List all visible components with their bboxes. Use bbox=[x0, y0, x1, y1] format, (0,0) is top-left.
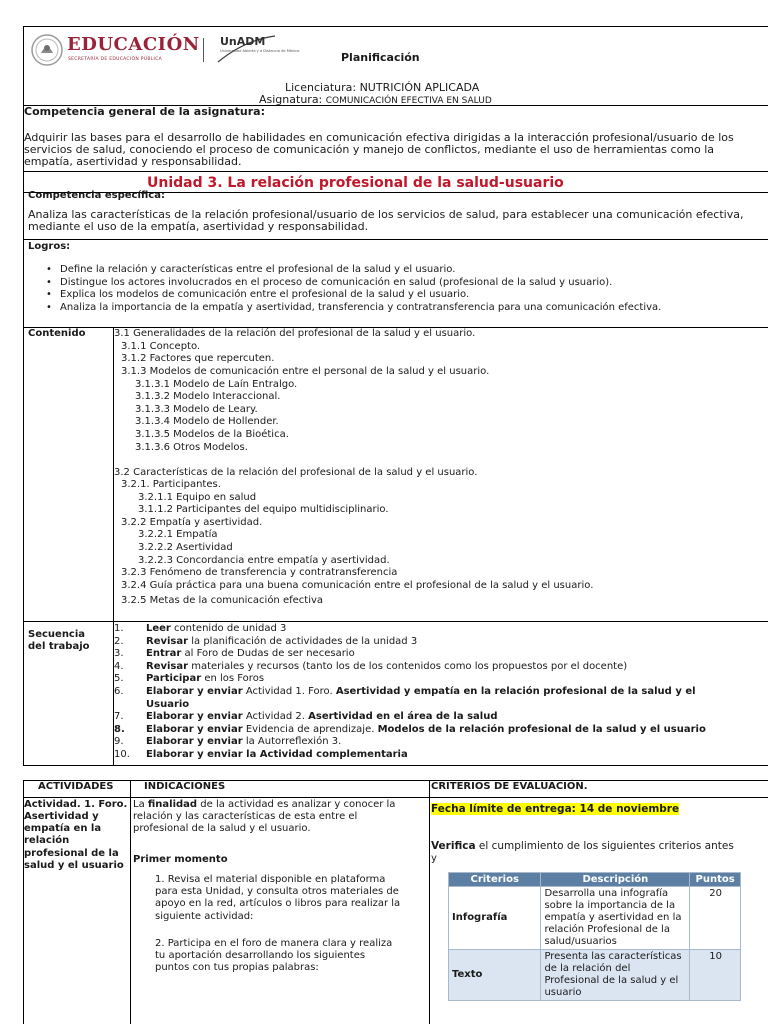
contenido-line: 3.2.4 Guía práctica para una buena comunicación entre el profesional de la salud y el usuario. bbox=[121, 580, 594, 591]
verifica-line: Verifica el cumplimiento de los siguientes criterios antes bbox=[431, 840, 734, 852]
secuencia-divider bbox=[23, 621, 768, 622]
indicaciones-step1-line: para esta Unidad, y consulta otros materiales de bbox=[155, 886, 399, 897]
contenido-line: 3.1.3.6 Otros Modelos. bbox=[135, 442, 248, 453]
actividades-header: ACTIVIDADES bbox=[38, 781, 114, 792]
asignatura-value: COMUNICACIÓN EFECTIVA EN SALUD bbox=[325, 96, 492, 106]
contenido-line: 3.2.2.2 Asertividad bbox=[138, 542, 233, 553]
competencia-especifica-line-2: mediante el uso de la empatía, asertividad y responsabilidad. bbox=[28, 220, 369, 233]
indicaciones-intro-line-3: profesional de la salud y el usuario. bbox=[133, 823, 311, 834]
educacion-subtitle: SECRETARÍA DE EDUCACIÓN PÚBLICA bbox=[68, 57, 162, 62]
contenido-line: 3.1.1.2 Participantes del equipo multidisciplinario. bbox=[138, 504, 389, 515]
contenido-line: 3.1.3.3 Modelo de Leary. bbox=[135, 404, 258, 415]
competencia-general-heading: Competencia general de la asignatura: bbox=[24, 105, 265, 118]
actividad-name-line: Actividad. 1. Foro. bbox=[24, 799, 128, 810]
actividad-name-line: salud y el usuario bbox=[24, 860, 124, 871]
page-title: Planificación bbox=[341, 51, 420, 64]
logro-item: • Define la relación y características entre el profesional de la salud y el usuario. bbox=[24, 264, 661, 277]
contenido-line: 3.1.3.2 Modelo Interaccional. bbox=[135, 391, 281, 402]
contenido-line: 3.1.3 Modelos de comunicación entre el personal de la salud y el usuario. bbox=[121, 366, 490, 377]
indicaciones-step1-line: apoyo en la red, artículos o libros para realizar la bbox=[155, 898, 401, 909]
descripcion-cell: Presenta las características de la relación del Profesional de la salud y el usuario bbox=[541, 950, 690, 1001]
contenido-label: Contenido bbox=[28, 328, 86, 339]
asignatura-line bbox=[259, 94, 492, 107]
logros-heading: Logros: bbox=[28, 241, 71, 252]
contenido-line: 3.2.1.1 Equipo en salud bbox=[138, 492, 257, 503]
table-row bbox=[449, 887, 741, 950]
logro-item: • Analiza la importancia de la empatía y asertividad, transferencia y contratransferencia para una comunicación efectiva. bbox=[24, 302, 661, 315]
criterios-table bbox=[448, 872, 741, 1001]
contenido-line: 3.2.1. Participantes. bbox=[121, 479, 221, 490]
indicaciones-step2-line: puntos con tus propias palabras: bbox=[155, 962, 319, 973]
logro-item: • Explica los modelos de comunicación entre el profesional de la salud y el usuario. bbox=[24, 289, 661, 302]
puntos-cell: 10 bbox=[690, 950, 741, 1001]
indicaciones-intro-line-1: La finalidad de la actividad es analizar y conocer la bbox=[133, 799, 396, 810]
competencia-general-line-3: empatía, asertividad y responsabilidad. bbox=[24, 155, 242, 168]
unadm-logo bbox=[215, 32, 300, 66]
secuencia-label-line1: Secuencia bbox=[28, 629, 86, 640]
logros-divider bbox=[23, 239, 768, 240]
logro-item: • Distingue los actores involucrados en el proceso de comunicación en salud (profesional de la salud y usuario). bbox=[24, 277, 661, 290]
unadm-subtitle: Universidad Abierta y a Distancia de México bbox=[220, 49, 300, 53]
logo-separator bbox=[203, 38, 204, 62]
secuencia-label-line2: del trabajo bbox=[28, 641, 90, 652]
actividades-col-divider-2 bbox=[429, 780, 430, 1024]
competencia-especifica-line-1: Analiza las características de la relación profesional/usuario de los servicios de salud, para establecer una comunicación efectiva, bbox=[28, 208, 744, 221]
educacion-wordmark: EDUCACIÓN bbox=[67, 34, 200, 55]
contenido-line: 3.2.2.3 Concordancia entre empatía y asertividad. bbox=[138, 555, 390, 566]
contenido-line: 3.2.3 Fenómeno de transferencia y contratransferencia bbox=[121, 567, 398, 578]
unadm-wordmark: UnADM bbox=[220, 35, 266, 48]
criterio-cell: Texto bbox=[449, 950, 541, 1001]
contenido-line: 3.1.1 Concepto. bbox=[121, 341, 201, 352]
actividad-name-line: Asertividad y bbox=[24, 811, 99, 822]
indicaciones-step2-line: 2. Participa en el foro de manera clara y realiza bbox=[155, 938, 393, 949]
actividades-header-divider bbox=[23, 797, 768, 798]
table-row bbox=[449, 950, 741, 1001]
competencia-especifica-heading: Competencia específica: bbox=[28, 190, 165, 201]
contenido-column-divider bbox=[113, 327, 114, 766]
competencia-general-line-1: Adquirir las bases para el desarrollo de habilidades en comunicación efectiva dirigidas a la interacción profesional/usuario de los bbox=[24, 131, 734, 144]
indicaciones-header: INDICACIONES bbox=[144, 781, 226, 792]
contenido-line: 3.2 Características de la relación del profesional de la salud y el usuario. bbox=[114, 467, 478, 478]
indicaciones-step1-line: 1. Revisa el material disponible en plataforma bbox=[155, 874, 386, 885]
contenido-line: 3.1.3.1 Modelo de Laín Entralgo. bbox=[135, 379, 298, 390]
contenido-line: 3.1.3.5 Modelos de la Bioética. bbox=[135, 429, 289, 440]
criterio-cell: Infografía bbox=[449, 887, 541, 950]
primer-momento-heading: Primer momento bbox=[133, 854, 228, 865]
competencia-general-line-2: servicios de salud, conociendo el proceso de comunicación y manejo de conflictos, mediante el uso de herramientas como la bbox=[24, 143, 715, 156]
contenido-line: 3.1 Generalidades de la relación del profesional de la salud y el usuario. bbox=[114, 328, 476, 339]
licenciatura-label: Licenciatura: bbox=[285, 81, 357, 94]
actividades-col-divider-1 bbox=[130, 780, 131, 1024]
contenido-line: 3.2.2 Empatía y asertividad. bbox=[121, 517, 263, 528]
indicaciones-step1-line: siguiente actividad: bbox=[155, 911, 254, 922]
contenido-line: 3.1.2 Factores que repercuten. bbox=[121, 353, 275, 364]
puntos-col-header: Puntos bbox=[690, 873, 741, 887]
indicaciones-intro-line-2: relación y las características de esta entre el bbox=[133, 811, 358, 822]
indicaciones-step2-line: tu aportación desarrollando los siguientes bbox=[155, 950, 366, 961]
logros-list bbox=[24, 264, 661, 314]
contenido-line: 3.2.5 Metas de la comunicación efectiva bbox=[121, 595, 324, 606]
contenido-line: 3.2.2.1 Empatía bbox=[138, 529, 218, 540]
verifica-continuation: y bbox=[431, 853, 437, 864]
licenciatura-value: NUTRICIÓN APLICADA bbox=[359, 81, 480, 94]
fecha-limite: Fecha límite de entrega: 14 de noviembre bbox=[431, 803, 680, 815]
sep-logo bbox=[30, 33, 200, 69]
asignatura-label: Asignatura: bbox=[259, 93, 323, 106]
descripcion-col-header: Descripción bbox=[541, 873, 690, 887]
unidad-divider-top bbox=[23, 171, 768, 172]
criterios-header: CRITERIOS DE EVALUACIÓN. bbox=[431, 781, 588, 792]
unidad-title: Unidad 3. La relación profesional de la salud-usuario bbox=[147, 175, 564, 191]
descripcion-cell: Desarrolla una infografía sobre la importancia de la empatía y asertividad en la relación Profesional de la salud/usuarios bbox=[541, 887, 690, 950]
criterios-col-header: Criterios bbox=[449, 873, 541, 887]
actividad-name-line: empatía en la bbox=[24, 823, 102, 834]
actividad-name-line: profesional de la bbox=[24, 848, 119, 859]
actividad-name-line: relación bbox=[24, 835, 70, 846]
sep-seal-icon bbox=[30, 33, 64, 67]
contenido-line: 3.1.3.4 Modelo de Hollender. bbox=[135, 416, 279, 427]
puntos-cell: 20 bbox=[690, 887, 741, 950]
